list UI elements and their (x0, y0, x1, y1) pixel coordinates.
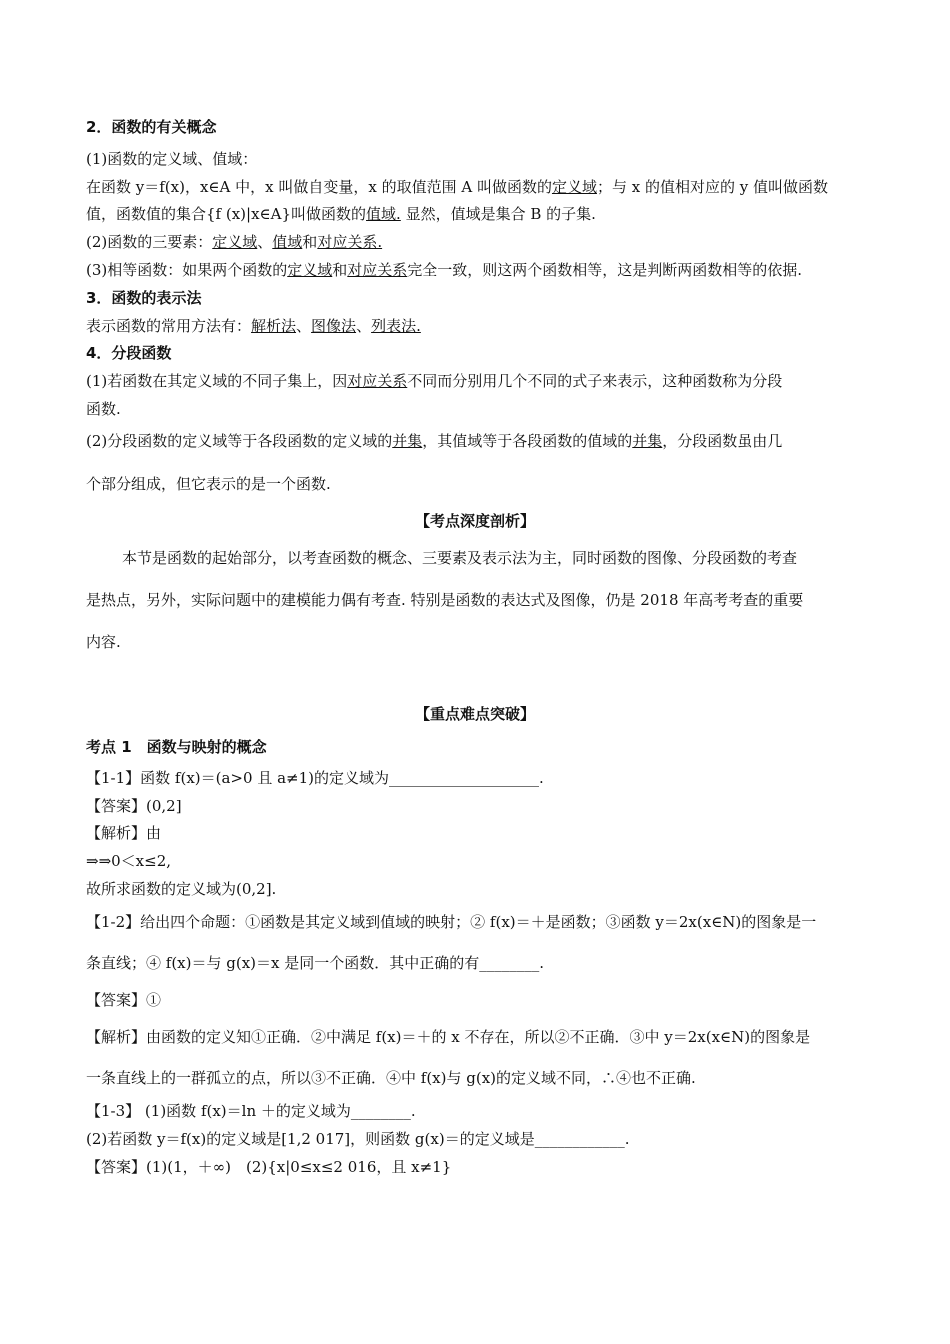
underlined-term: 对应关系 (347, 372, 408, 390)
analysis-line-3: 内容. (86, 633, 121, 651)
text-span: 和 (302, 233, 318, 251)
text-span: 在函数 y＝f(x)，x∈A 中，x 叫做自变量，x 的取值范围 A 叫做函数的 (86, 178, 552, 196)
text-span: 不同而分别用几个不同的式子来表示，这种函数称为分段 (407, 372, 783, 390)
text-span: (1)若函数在其定义域的不同子集上，因 (86, 372, 348, 390)
text-span: 、 (257, 233, 273, 251)
answer-1-3: 【答案】(1)(1，＋∞) (2){x|0≤x≤2 016，且 x≠1} (86, 1158, 452, 1176)
paragraph-range-definition (86, 203, 890, 225)
underlined-term: 对应关系. (317, 233, 383, 251)
underlined-term: 值域. (366, 205, 401, 223)
underlined-term: 图像法 (311, 317, 357, 335)
solution-1-2-line-2: 一条直线上的一群孤立的点，所以③不正确．④中 f(x)与 g(x)的定义域不同，∴④也不正确. (86, 1069, 696, 1087)
text-span: ，其值域等于各段函数的值域的 (422, 432, 633, 450)
text-span: 显然，值域是集合 B 的子集. (400, 205, 596, 223)
underlined-term: 并集 (392, 432, 423, 450)
heading-analysis: 【考点深度剖析】 (414, 512, 535, 530)
solution-1-1-line-2: ⇒⇒0＜x≤2, (86, 852, 172, 870)
paragraph-domain-definition (86, 176, 890, 198)
analysis-line-2: 是热点，另外，实际问题中的建模能力偶有考查. 特别是函数的表达式及图像，仍是 2018 年高考考查的重要 (86, 591, 804, 609)
topic-heading: 考点 1 函数与映射的概念 (86, 738, 267, 756)
text-span: ，分段函数虽由几 (662, 432, 783, 450)
text-span: 表示函数的常用方法有： (86, 317, 252, 335)
paragraph-piecewise-definition (86, 370, 890, 392)
question-1-3-line-2: (2)若函数 y＝f(x)的定义域是[1,2 017]，则函数 g(x)＝的定义域是____________. (86, 1130, 630, 1148)
analysis-line-1: 本节是函数的起始部分，以考查函数的概念、三要素及表示法为主，同时函数的图像、分段函数的考查 (122, 549, 798, 567)
underlined-term: 定义域 (212, 233, 258, 251)
answer-1-1: 【答案】(0,2] (86, 797, 182, 815)
underlined-term: 值域 (272, 233, 303, 251)
section-heading-piecewise: 4．分段函数 (86, 344, 172, 362)
paragraph-piecewise-domain-cont: 个部分组成，但它表示的是一个函数. (86, 475, 331, 493)
solution-1-1-line-3: 故所求函数的定义域为(0,2]. (86, 880, 277, 898)
paragraph-domain-range-title: (1)函数的定义域、值域： (86, 150, 258, 168)
question-1-2-line-2: 条直线；④ f(x)＝与 g(x)＝x 是同一个函数．其中正确的有________. (86, 954, 545, 972)
paragraph-representation-methods (86, 315, 890, 337)
paragraph-piecewise-domain (86, 430, 890, 452)
question-1-1: 【1-1】函数 f(x)＝(a>0 且 a≠1)的定义域为____________________. (86, 769, 544, 787)
text-span: (2)分段函数的定义域等于各段函数的定义域的 (86, 432, 393, 450)
text-span: (3)相等函数：如果两个函数的 (86, 261, 288, 279)
underlined-term: 并集 (632, 432, 663, 450)
underlined-term: 定义域 (287, 261, 333, 279)
paragraph-piecewise-definition-cont: 函数. (86, 400, 121, 418)
underlined-term: 列表法. (371, 317, 421, 335)
paragraph-three-elements (86, 231, 890, 253)
paragraph-equal-functions (86, 259, 890, 281)
underlined-term: 定义域 (551, 178, 597, 196)
underlined-term: 对应关系 (347, 261, 408, 279)
text-span: 完全一致，则这两个函数相等，这是判断两函数相等的依据. (407, 261, 803, 279)
question-1-2-line-1: 【1-2】给出四个命题：①函数是其定义域到值域的映射；② f(x)＝＋是函数；③函数 y＝2x(x∈N)的图象是一 (86, 913, 817, 931)
underlined-term: 解析法 (251, 317, 297, 335)
section-heading-function-concepts: 2．函数的有关概念 (86, 118, 217, 136)
text-span: ；与 x 的值相对应的 y 值叫做函数 (596, 178, 828, 196)
text-span: 和 (332, 261, 348, 279)
solution-1-2-line-1: 【解析】由函数的定义知①正确．②中满足 f(x)＝＋的 x 不存在，所以②不正确．③中 y＝2x(x∈N)的图象是 (86, 1028, 811, 1046)
section-heading-representation: 3．函数的表示法 (86, 289, 202, 307)
question-1-3-line-1: 【1-3】 (1)函数 f(x)＝ln ＋的定义域为________. (86, 1102, 416, 1120)
solution-1-1-line-1: 【解析】由 (86, 824, 162, 842)
text-span: (2)函数的三要素： (86, 233, 213, 251)
answer-1-2: 【答案】① (86, 991, 162, 1009)
text-span: 、 (356, 317, 372, 335)
text-span: 值，函数值的集合{f (x)|x∈A}叫做函数的 (86, 205, 367, 223)
text-span: 、 (296, 317, 312, 335)
heading-breakthrough: 【重点难点突破】 (414, 705, 535, 723)
